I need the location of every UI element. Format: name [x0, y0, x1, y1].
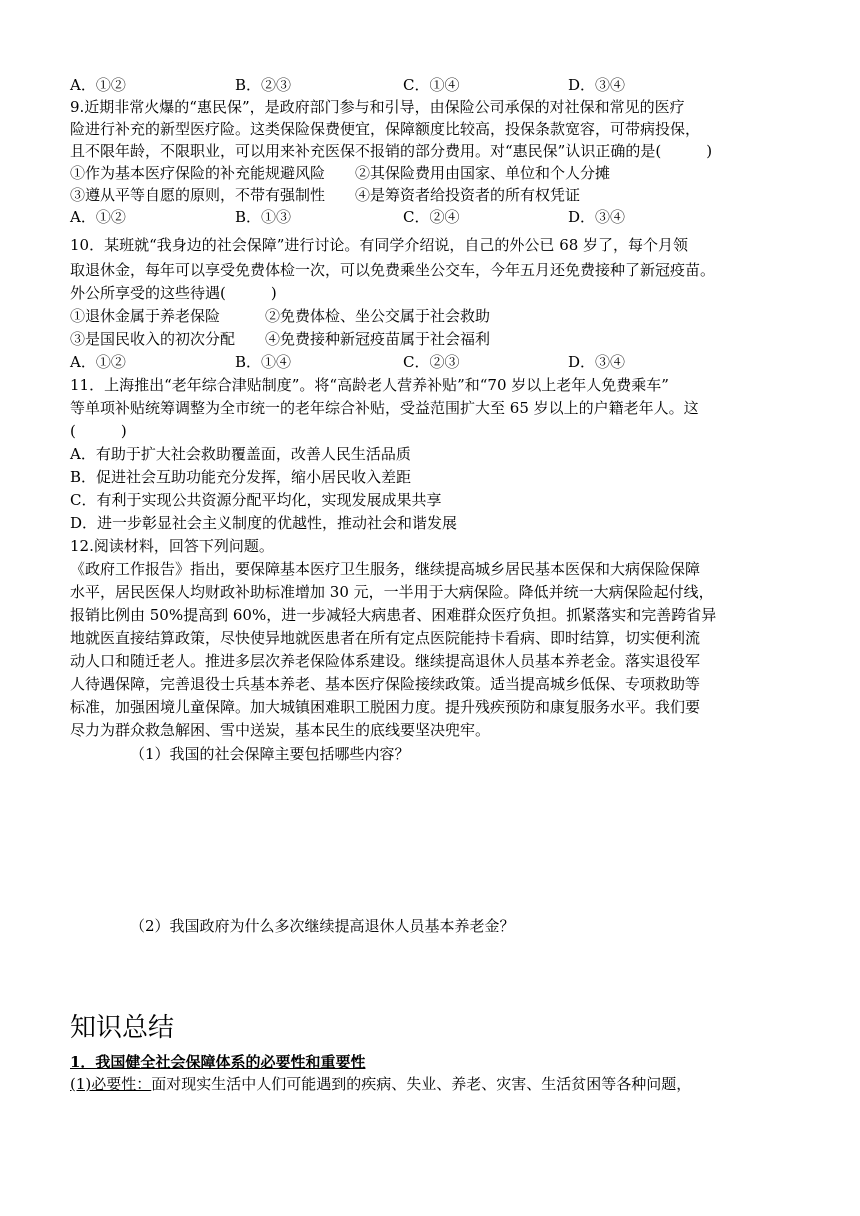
summary-heading: 知识总结: [70, 1013, 175, 1043]
q10-line-3: 外公所享受的这些待遇( ): [70, 284, 277, 302]
q12-sub-question-1: （1）我国的社会保障主要包括哪些内容？: [130, 745, 410, 763]
summary-point-1-sub-text: 面对现实生活中人们可能遇到的疾病、失业、养老、灾害、生活贫困等各种问题，: [151, 1075, 692, 1093]
q10-item-2: ③是国民收入的初次分配 ④免费接种新冠疫苗属于社会福利: [70, 330, 491, 348]
q11-line-1: 11．上海推出“老年综合津贴制度”。将“高龄老人营养补贴”和“70 岁以上老年人免费乘车”: [70, 376, 669, 394]
q12-material-3: 报销比例由 50%提高到 60%，进一步减轻大病患者、困难群众医疗负担。抓紧落实和完善跨省异: [70, 606, 717, 624]
q10-option-d: D．③④: [568, 353, 626, 371]
summary-point-1-title: 1．我国健全社会保障体系的必要性和重要性: [70, 1053, 366, 1071]
summary-point-1-sub: [70, 1073, 800, 1095]
q9-line-2: 险进行补充的新型医疗险。这类保险保费便宜，保障额度比较高，投保条款宽容，可带病投保，: [70, 120, 701, 138]
q11-choice-a: A．有助于扩大社会救助覆盖面，改善人民生活品质: [70, 445, 411, 463]
q10-option-c: C．②③: [403, 353, 460, 371]
q9-line-1: 9.近期非常火爆的“惠民保”，是政府部门参与和引导，由保险公司承保的对社保和常见的医疗: [70, 98, 685, 116]
q11-choice-d: D．进一步彰显社会主义制度的优越性，推动社会和谐发展: [70, 514, 458, 532]
q10-item-1: ①退休金属于养老保险 ②免费体检、坐公交属于社会救助: [70, 307, 491, 325]
q10-line-1: 10．某班就“我身边的社会保障”进行讨论。有同学介绍说，自己的外公已 68 岁了，每个月领: [70, 236, 689, 254]
q12-material-4: 地就医直接结算政策，尽快使异地就医患者在所有定点医院能持卡看病、即时结算，切实便利流: [70, 629, 701, 647]
q12-sub-question-2: （2）我国政府为什么多次继续提高退休人员基本养老金？: [130, 917, 515, 935]
q11-choice-c: C．有利于实现公共资源分配平均化，实现发展成果共享: [70, 491, 442, 509]
q12-material-5: 动人口和随迁老人。推进多层次养老保险体系建设。继续提高退休人员基本养老金。落实退役军: [70, 652, 701, 670]
q9-option-a: A．①②: [70, 208, 126, 226]
summary-point-1-sub-label: (1)必要性：: [70, 1075, 152, 1093]
q9-item-2: ③遵从平等自愿的原则，不带有强制性 ④是筹资者给投资者的所有权凭证: [70, 186, 581, 204]
q8-option-c: C．①④: [403, 76, 460, 94]
q12-material-1: 《政府工作报告》指出，要保障基本医疗卫生服务，继续提高城乡居民基本医保和大病保险保障: [70, 560, 701, 578]
q12-material-2: 水平，居民医保人均财政补助标准增加 30 元，一半用于大病保险。降低并统一大病保险起付线，: [70, 583, 714, 601]
q9-line-3: 且不限年龄，不限职业，可以用来补充医保不报销的部分费用。对“惠民保”认识正确的是( ): [70, 142, 713, 160]
q10-option-b: B．①④: [235, 353, 292, 371]
q11-line-2: 等单项补贴统筹调整为全市统一的老年综合补贴，受益范围扩大至 65 岁以上的户籍老年人。这: [70, 399, 699, 417]
q10-option-a: A．①②: [70, 353, 126, 371]
q12-material-6: 人待遇保障，完善退役士兵基本养老、基本医疗保险接续政策。适当提高城乡低保、专项救助等: [70, 675, 701, 693]
q10-line-2: 取退休金，每年可以享受免费体检一次，可以免费乘坐公交车，今年五月还免费接种了新冠疫苗。: [70, 261, 716, 279]
q11-choice-b: B．促进社会互助功能充分发挥，缩小居民收入差距: [70, 468, 412, 486]
q12-material-8: 尽力为群众救急解困、雪中送炭，基本民生的底线要坚决兜牢。: [70, 721, 491, 739]
q12-material-7: 标准，加强困境儿童保障。加大城镇困难职工脱困力度。提升残疾预防和康复服务水平。我们要: [70, 698, 701, 716]
q9-item-1: ①作为基本医疗保险的补充能规避风险 ②其保险费用由国家、单位和个人分摊: [70, 164, 611, 182]
q8-option-d: D．③④: [568, 76, 626, 94]
q11-line-3: ( ): [70, 422, 127, 440]
q9-option-d: D．③④: [568, 208, 626, 226]
q9-option-b: B．①③: [235, 208, 292, 226]
q9-option-c: C．②④: [403, 208, 460, 226]
q8-option-b: B．②③: [235, 76, 292, 94]
q12-intro: 12.阅读材料，回答下列问题。: [70, 537, 274, 555]
q8-option-a: A．①②: [70, 76, 126, 94]
